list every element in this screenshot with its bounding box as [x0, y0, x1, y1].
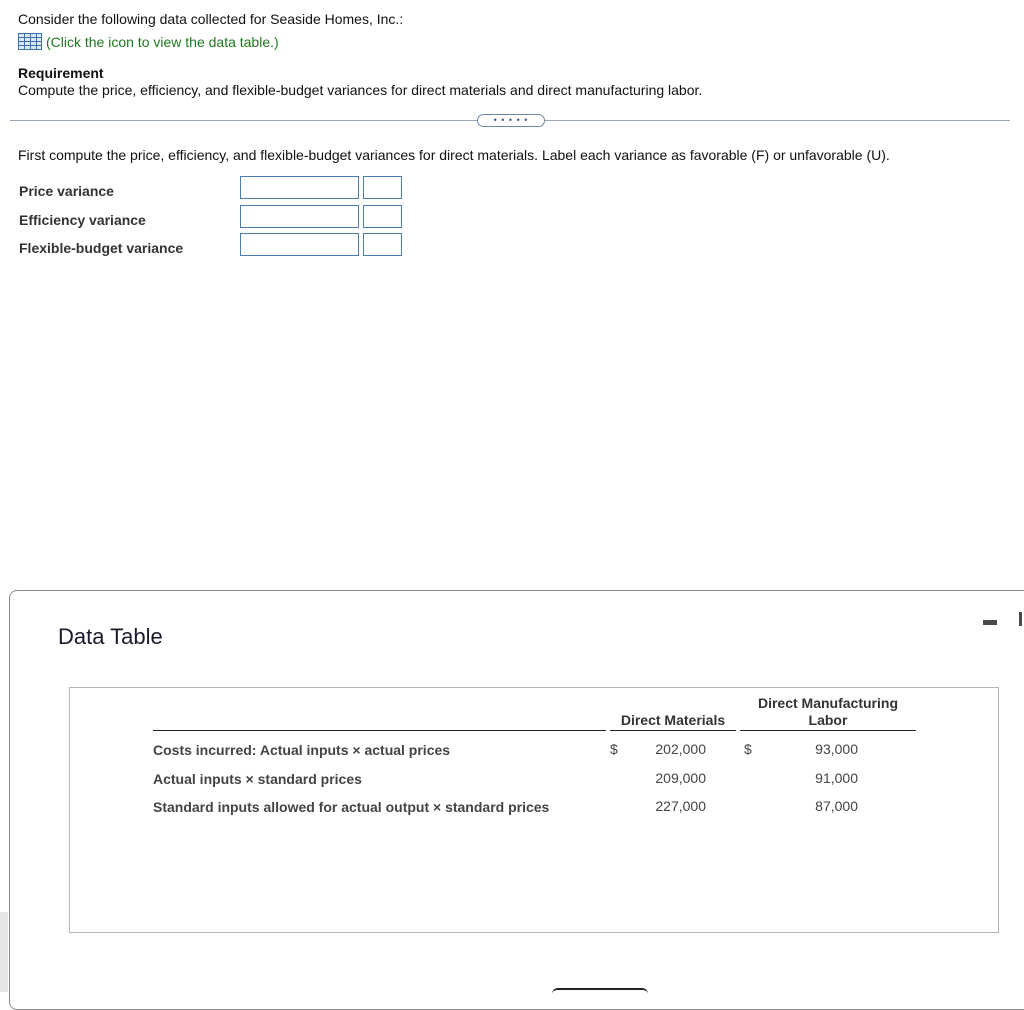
requirement-title: Requirement	[18, 65, 104, 81]
flexible-budget-variance-amount-input[interactable]	[240, 233, 359, 256]
flexible-budget-variance-fu-input[interactable]	[363, 233, 402, 256]
header-rule-materials	[610, 730, 736, 731]
flexible-budget-variance-label: Flexible-budget variance	[19, 240, 184, 256]
view-data-table-link[interactable]	[18, 33, 279, 50]
materials-value: 209,000	[655, 770, 706, 786]
efficiency-variance-label: Efficiency variance	[19, 212, 146, 228]
requirement-text: Compute the price, efficiency, and flexible-budget variances for direct materials and direct manufacturing labor.	[18, 82, 703, 98]
table-row-label: Actual inputs × standard prices	[153, 771, 362, 787]
header-rule-labor	[740, 730, 916, 731]
minimize-icon[interactable]	[983, 620, 997, 625]
labor-value: 93,000	[815, 741, 858, 757]
price-variance-label: Price variance	[19, 183, 114, 199]
materials-value: 202,000	[655, 741, 706, 757]
materials-value: 227,000	[655, 798, 706, 814]
table-row-label: Costs incurred: Actual inputs × actual prices	[153, 742, 451, 758]
header-rule-label-col	[153, 730, 606, 731]
question-intro: Consider the following data collected for Seaside Homes, Inc.:	[18, 11, 404, 27]
modal-scroll-handle[interactable]	[552, 988, 648, 994]
price-variance-fu-input[interactable]	[363, 176, 402, 199]
table-row-label: Standard inputs allowed for actual output × standard prices	[153, 799, 550, 815]
close-icon[interactable]	[1019, 612, 1022, 626]
labor-value: 91,000	[815, 770, 858, 786]
modal-title: Data Table	[58, 624, 163, 649]
expand-button[interactable]: • • • • •	[477, 114, 545, 127]
col-header-labor-line1: Direct Manufacturing	[757, 695, 898, 711]
grid-table-icon[interactable]	[18, 33, 42, 50]
col-header-direct-materials: Direct Materials	[620, 712, 726, 728]
instruction-text: First compute the price, efficiency, and flexible-budget variances for direct materials. Label each variance as favorable (F) or unfavorable (U).	[18, 147, 890, 163]
dollar-sign: $	[744, 741, 752, 757]
efficiency-variance-fu-input[interactable]	[363, 205, 402, 228]
labor-value: 87,000	[815, 798, 858, 814]
price-variance-amount-input[interactable]	[240, 176, 359, 199]
page-scrollbar[interactable]	[0, 912, 8, 992]
dollar-sign: $	[610, 741, 618, 757]
col-header-labor-line2: Labor	[808, 712, 848, 728]
efficiency-variance-amount-input[interactable]	[240, 205, 359, 228]
table-link-text[interactable]: (Click the icon to view the data table.)	[46, 33, 279, 50]
